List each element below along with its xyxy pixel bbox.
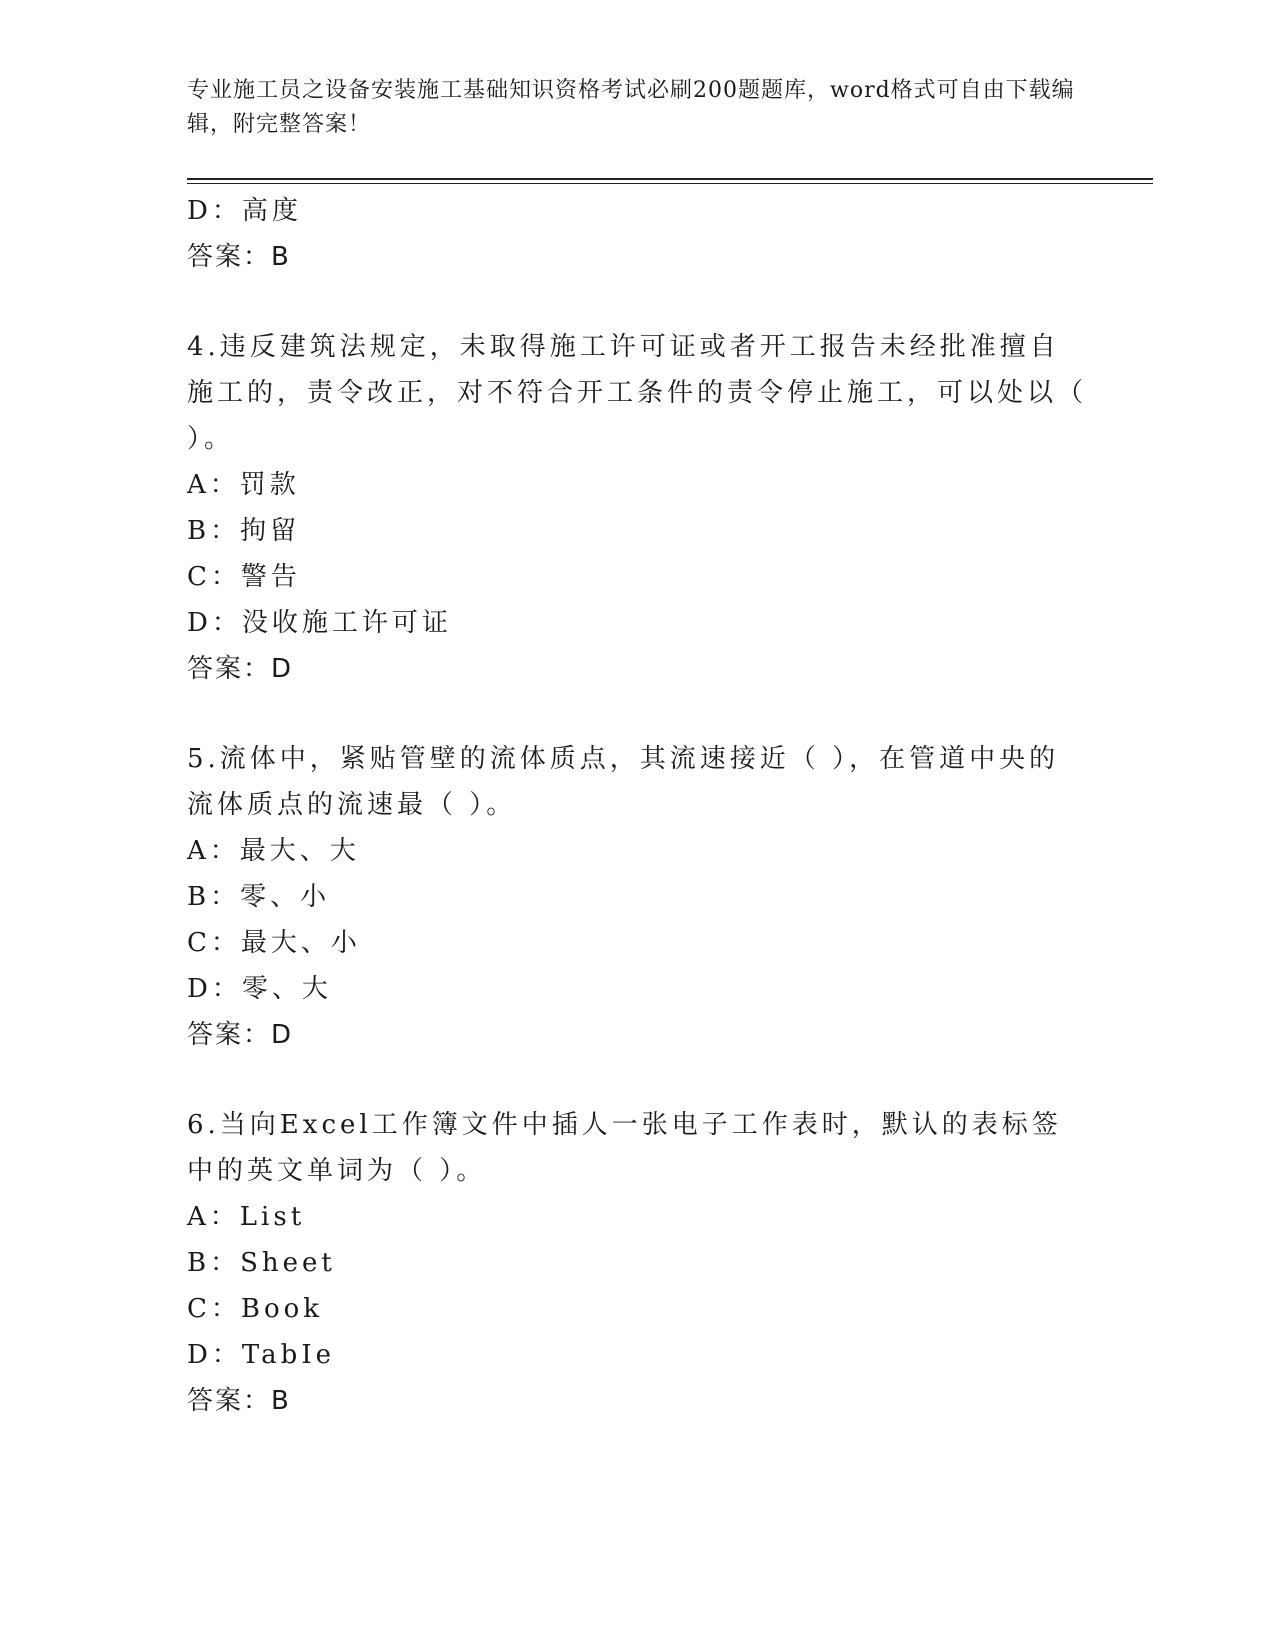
question-text: 4.违反建筑法规定，未取得施工许可证或者开工报告未经批准擅自施工的，责令改正，对不符合开工条件的责令停止施工，可以处以（ ）。 <box>187 332 1088 454</box>
document-body <box>187 188 1087 1424</box>
answer-line: 答案：B <box>187 242 291 272</box>
spacer <box>187 280 1087 324</box>
option-a: A：最大、大 <box>187 836 360 866</box>
answer-line: 答案：B <box>187 1386 291 1416</box>
header-divider <box>187 178 1153 184</box>
option-a: A：List <box>187 1202 306 1232</box>
option-a: A：罚款 <box>187 470 300 500</box>
question-text: 6.当向Excel工作簿文件中插人一张电子工作表时，默认的表标签中的英文单词为（ ）。 <box>187 1110 1062 1186</box>
option-d: D：高度 <box>187 196 302 226</box>
option-d: D：没收施工许可证 <box>187 608 452 638</box>
option-c: C：警告 <box>187 562 301 592</box>
option-d: D：零、大 <box>187 974 332 1004</box>
question-block <box>187 736 1087 1058</box>
answer-line: 答案：D <box>187 1020 294 1050</box>
spacer <box>187 692 1087 736</box>
option-d: D：TabIe <box>187 1340 335 1370</box>
header-title: 专业施工员之设备安装施工基础知识资格考试必刷200题题库，word格式可自由下载编辑，附完整答案！ <box>187 78 1075 137</box>
question-block <box>187 1102 1087 1424</box>
option-b: B：Sheet <box>187 1248 336 1278</box>
document-header <box>187 74 1077 142</box>
spacer <box>187 1058 1087 1102</box>
question-block <box>187 324 1087 692</box>
option-b: B：拘留 <box>187 516 301 546</box>
answer-line: 答案：D <box>187 654 294 684</box>
option-c: C：Book <box>187 1294 324 1324</box>
option-c: C：最大、小 <box>187 928 361 958</box>
question-text: 5.流体中，紧贴管壁的流体质点，其流速接近（ ），在管道中央的流体质点的流速最（ ）。 <box>187 744 1060 820</box>
option-b: B：零、小 <box>187 882 331 912</box>
